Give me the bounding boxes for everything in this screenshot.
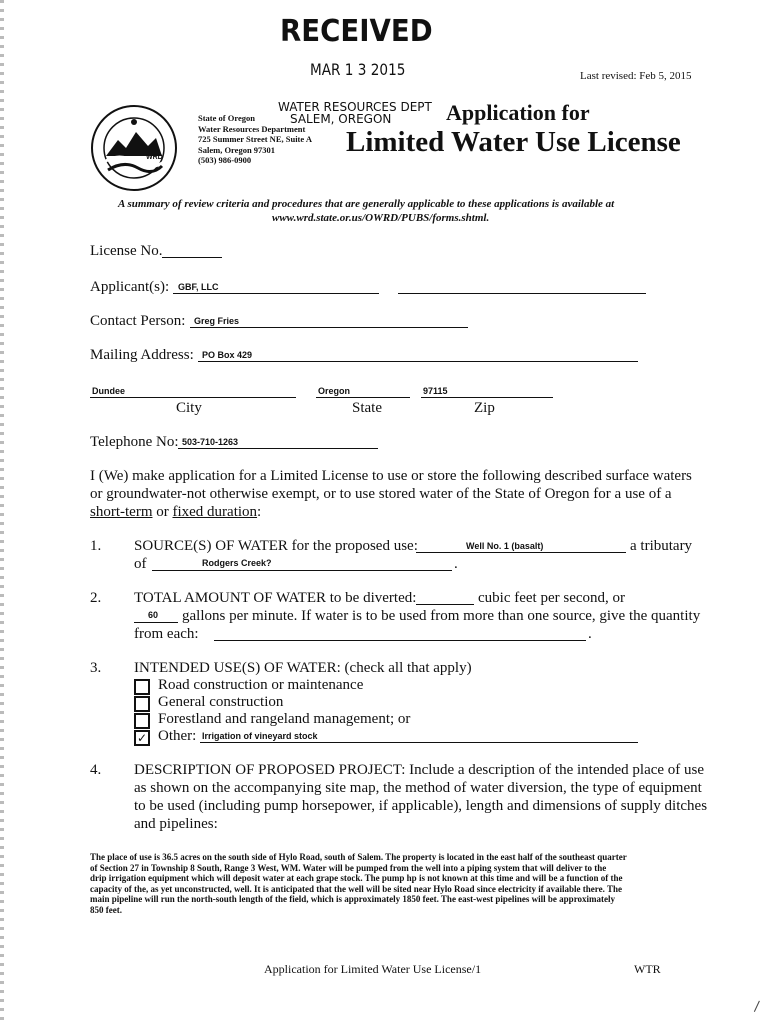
agency-line: 725 Summer Street NE, Suite A (198, 134, 312, 144)
stamp-date: MAR 1 3 2015 (310, 60, 406, 79)
stamp-dept-line1: WATER RESOURCES DEPT (278, 100, 432, 114)
scan-edge (0, 0, 4, 1024)
checkbox-road-construction[interactable] (134, 679, 150, 695)
q1-tributary: a tributary (630, 538, 693, 554)
applicant-field[interactable] (173, 293, 379, 294)
q1-source-field[interactable] (416, 552, 626, 553)
license-label: License No. (90, 243, 163, 259)
applicant-field-2[interactable] (398, 293, 646, 294)
option-forestland: Forestland and rangeland management; or (158, 711, 411, 727)
q1-of-value: Rodgers Creek? (202, 558, 272, 568)
phone-field[interactable] (178, 448, 378, 449)
zip-value: 97115 (423, 386, 448, 396)
mailing-field[interactable] (198, 361, 638, 362)
checkbox-other[interactable]: ✓ (134, 730, 150, 746)
option-road-construction: Road construction or maintenance (158, 677, 364, 693)
description-line: capacity of the, as yet unconstructed, well. It is anticipated that the well will be sited near Hylo Road since electricity if available there. The (90, 883, 622, 894)
agency-line: Salem, Oregon 97301 (198, 144, 276, 155)
q4-line: to be used (including pump horsepower, if applicable), length and dimensions of supply ditches (134, 798, 708, 814)
contact-label: Contact Person: (90, 313, 186, 329)
description-line: main pipeline will run the north-south length of the field, which is approximately 1850 feet. The east-west pipelines will be approximately (90, 894, 616, 904)
oregon-water-seal-icon (90, 104, 178, 192)
seal-label: WRD (146, 154, 163, 161)
last-revised: Last revised: Feb 5, 2015 (580, 70, 692, 82)
q2-cfs-label: cubic feet per second, or (478, 590, 626, 606)
q1-of-field[interactable] (152, 570, 452, 571)
state-value: Oregon (318, 386, 351, 396)
description-line: drip irrigation equipment which will deposit water at each grape stock. The pump hp is not known at this time and will be a function of the (90, 873, 623, 883)
agency-line: State of Oregon (198, 113, 255, 123)
other-field[interactable] (200, 742, 638, 743)
mailing-label: Mailing Address: (90, 347, 194, 363)
intro-line2: or groundwater-not otherwise exempt, or to use stored water of the State of Oregon for a use of a (90, 486, 672, 502)
checkbox-general-construction[interactable] (134, 696, 150, 712)
other-value: Irrigation of vineyard stock (202, 731, 318, 741)
description-line: 850 feet. (90, 904, 122, 915)
contact-value: Greg Fries (194, 316, 240, 326)
project-description (90, 852, 730, 915)
title-line1: Application for (446, 100, 590, 125)
summary-link[interactable]: www.wrd.state.or.us/OWRD/PUBS/forms.shtml. (272, 212, 490, 224)
q3-number: 3. (90, 660, 102, 676)
term-or: or (156, 504, 169, 520)
intro-line3 (90, 504, 261, 521)
phone-label: Telephone No: (90, 434, 179, 450)
checkbox-forestland[interactable] (134, 713, 150, 729)
q2-text: TOTAL AMOUNT OF WATER to be diverted: (134, 590, 417, 606)
q1-period: . (454, 556, 458, 572)
city-label: City (176, 400, 202, 416)
footer-code: WTR (634, 962, 661, 976)
q2-gpm-field[interactable] (134, 622, 178, 623)
city-value: Dundee (92, 386, 126, 396)
footer-title: Application for Limited Water Use License/1 (264, 962, 482, 976)
q4-line: DESCRIPTION OF PROPOSED PROJECT: Include a description of the intended place of use (134, 762, 705, 778)
state-label: State (352, 400, 382, 416)
applicant-value: GBF, LLC (178, 282, 219, 292)
q1-of: of (134, 556, 147, 572)
term-fixed: fixed duration (172, 504, 258, 520)
q4-line: as shown on the accompanying site map, the method of water diversion, the type of equipment (134, 780, 702, 796)
q1-number: 1. (90, 538, 102, 554)
agency-line: (503) 986-0900 (198, 155, 252, 165)
contact-field[interactable] (190, 327, 468, 328)
q1-source-value: Well No. 1 (basalt) (466, 541, 544, 551)
option-general-construction: General construction (158, 694, 284, 710)
city-field[interactable] (90, 397, 296, 398)
state-field[interactable] (316, 397, 410, 398)
q2-gpm-label: gallons per minute. If water is to be used from more than one source, give the quantity (182, 608, 701, 624)
zip-label: Zip (474, 400, 495, 416)
zip-field[interactable] (421, 397, 553, 398)
applicant-label: Applicant(s): (90, 279, 170, 295)
corner-mark (754, 1001, 767, 1016)
q4-line: and pipelines: (134, 816, 218, 832)
mailing-value: PO Box 429 (202, 350, 253, 360)
description-line: of Section 27 in Township 8 South, Range 3 West, WM. Water will be pumped from the well into a piping system that will deliver to the (90, 862, 607, 873)
received-stamp: RECEIVED (280, 14, 433, 49)
q3-text: INTENDED USE(S) OF WATER: (check all that apply) (134, 660, 472, 676)
summary-line1: A summary of review criteria and procedures that are generally applicable to these applications is available at (118, 198, 615, 210)
term-colon: : (257, 504, 262, 520)
q2-cfs-field[interactable] (416, 604, 474, 605)
q2-number: 2. (90, 590, 102, 606)
q2-from-each-field[interactable] (214, 640, 586, 641)
q4-number: 4. (90, 762, 102, 778)
term-short: short-term (90, 504, 153, 520)
title-line2: Limited Water Use License (346, 126, 681, 158)
phone-value: 503-710-1263 (182, 437, 239, 447)
description-line: The place of use is 36.5 acres on the south side of Hylo Road, south of Salem. The property is located in the east half of the southeast quarter (90, 852, 627, 862)
intro-line1: I (We) make application for a Limited License to use or store the following described surface waters (90, 468, 692, 484)
q1-text: SOURCE(S) OF WATER for the proposed use: (134, 538, 418, 554)
q2-period: . (588, 626, 592, 642)
license-field[interactable] (162, 257, 222, 258)
stamp-dept-line2: SALEM, OREGON (290, 112, 392, 126)
option-other: Other: (158, 728, 197, 744)
q2-from-each: from each: (134, 626, 199, 642)
q2-gpm-value: 60 (148, 610, 159, 620)
agency-line: Water Resources Department (198, 123, 306, 134)
